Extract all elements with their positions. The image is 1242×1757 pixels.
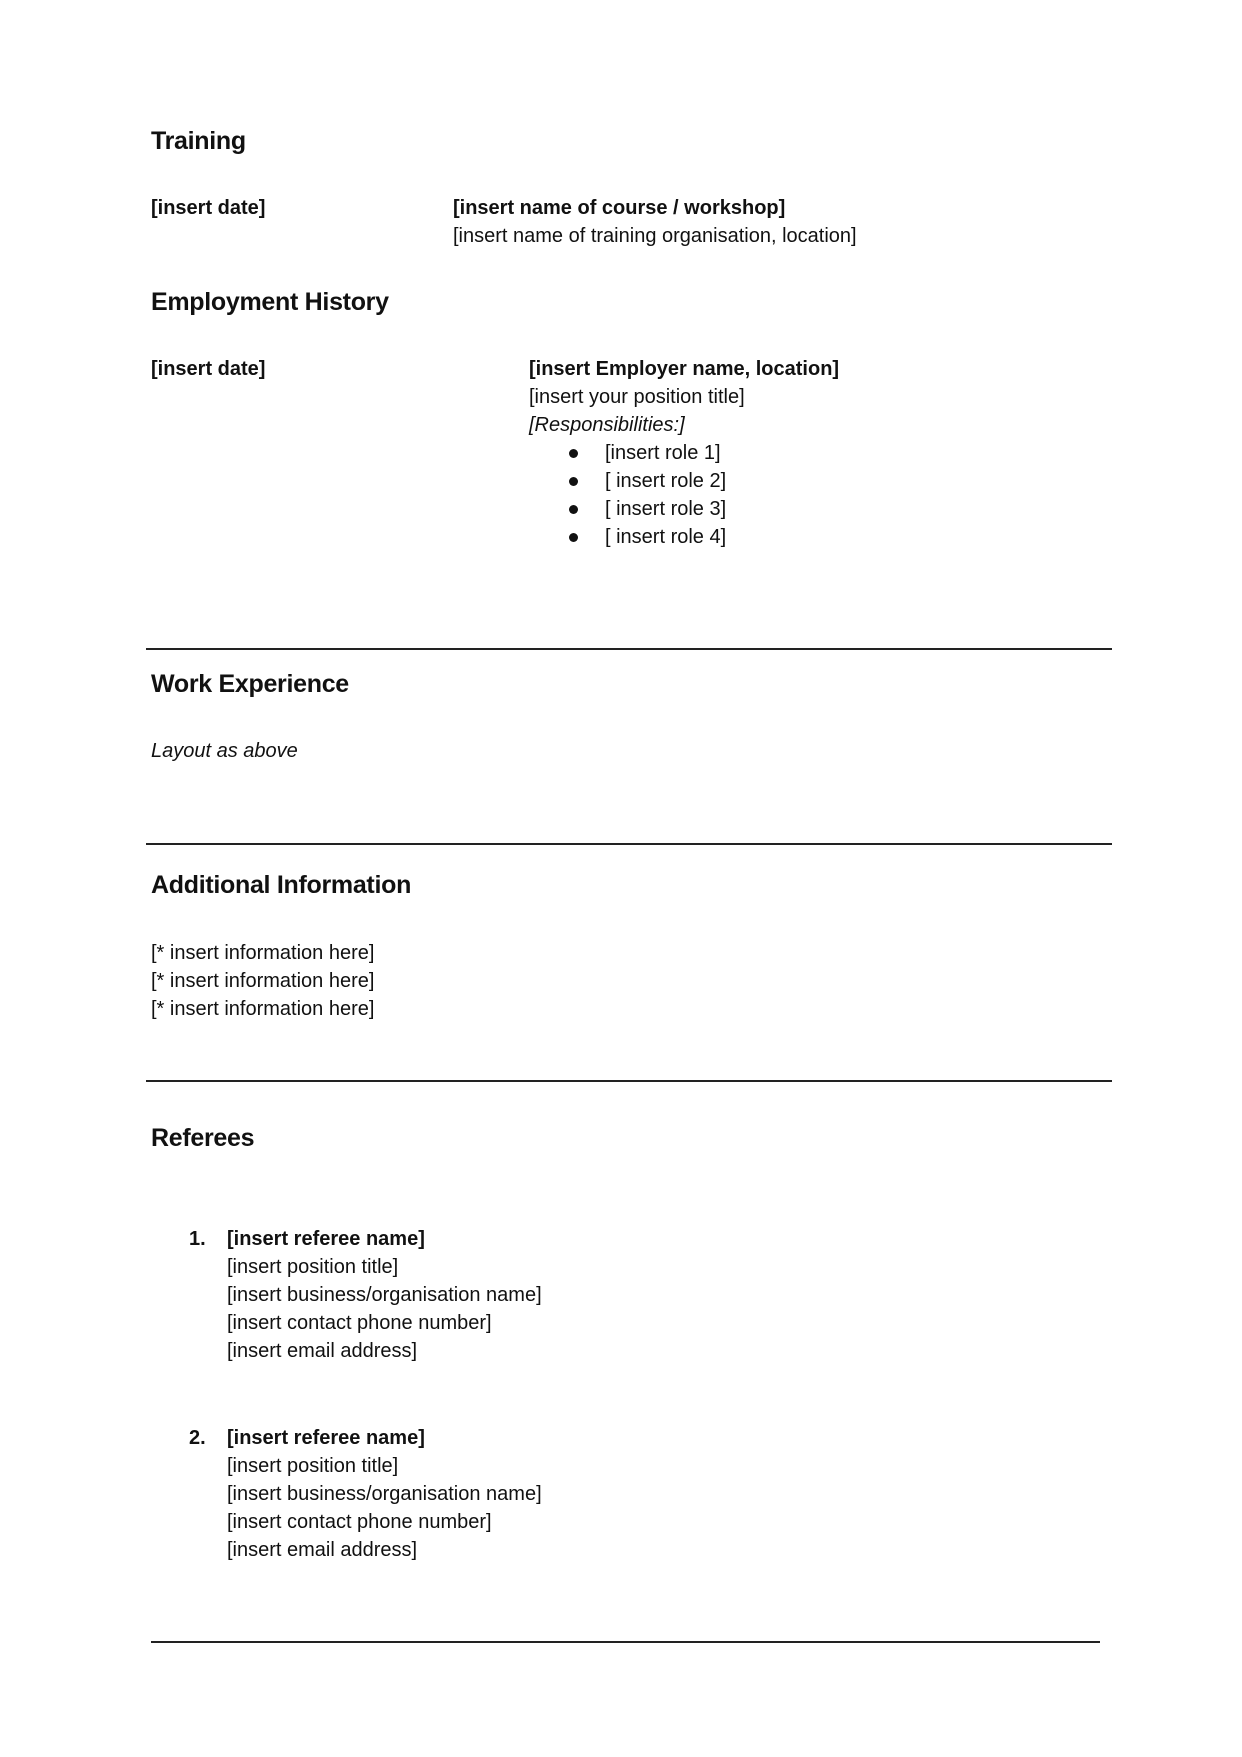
- training-heading: Training: [151, 127, 246, 155]
- role-item: [insert role 1]: [605, 442, 721, 464]
- additional-info-line: [* insert information here]: [151, 970, 375, 992]
- bullet-icon: [569, 449, 578, 458]
- referee-phone: [insert contact phone number]: [227, 1312, 492, 1334]
- referee-number: 1.: [189, 1228, 206, 1250]
- referee-business: [insert business/organisation name]: [227, 1284, 542, 1306]
- referee-phone: [insert contact phone number]: [227, 1511, 492, 1533]
- section-divider: [146, 1080, 1112, 1082]
- role-item: [ insert role 2]: [605, 470, 727, 492]
- additional-info-line: [* insert information here]: [151, 942, 375, 964]
- employment-date: [insert date]: [151, 358, 266, 380]
- bullet-icon: [569, 477, 578, 486]
- section-divider: [146, 648, 1112, 650]
- role-item: [ insert role 3]: [605, 498, 727, 520]
- employer-name: [insert Employer name, location]: [529, 358, 840, 380]
- referee-email: [insert email address]: [227, 1340, 418, 1362]
- referee-business: [insert business/organisation name]: [227, 1483, 542, 1505]
- referees-heading: Referees: [151, 1124, 255, 1152]
- training-organisation: [insert name of training organisation, location]: [453, 225, 857, 247]
- referee-name: [insert referee name]: [227, 1427, 425, 1449]
- referee-number: 2.: [189, 1427, 206, 1449]
- referee-position: [insert position title]: [227, 1455, 399, 1477]
- training-date: [insert date]: [151, 197, 266, 219]
- additional-info-line: [* insert information here]: [151, 998, 375, 1020]
- bullet-icon: [569, 505, 578, 514]
- responsibilities-label: [Responsibilities:]: [529, 414, 685, 436]
- training-course: [insert name of course / workshop]: [453, 197, 786, 219]
- footer-divider: [151, 1641, 1100, 1643]
- bullet-icon: [569, 533, 578, 542]
- work-experience-heading: Work Experience: [151, 670, 349, 698]
- section-divider: [146, 843, 1112, 845]
- role-item: [ insert role 4]: [605, 526, 727, 548]
- referee-position: [insert position title]: [227, 1256, 399, 1278]
- work-experience-note: Layout as above: [151, 740, 298, 762]
- referee-name: [insert referee name]: [227, 1228, 425, 1250]
- position-title: [insert your position title]: [529, 386, 745, 408]
- additional-info-heading: Additional Information: [151, 871, 412, 899]
- employment-heading: Employment History: [151, 288, 389, 316]
- referee-email: [insert email address]: [227, 1539, 418, 1561]
